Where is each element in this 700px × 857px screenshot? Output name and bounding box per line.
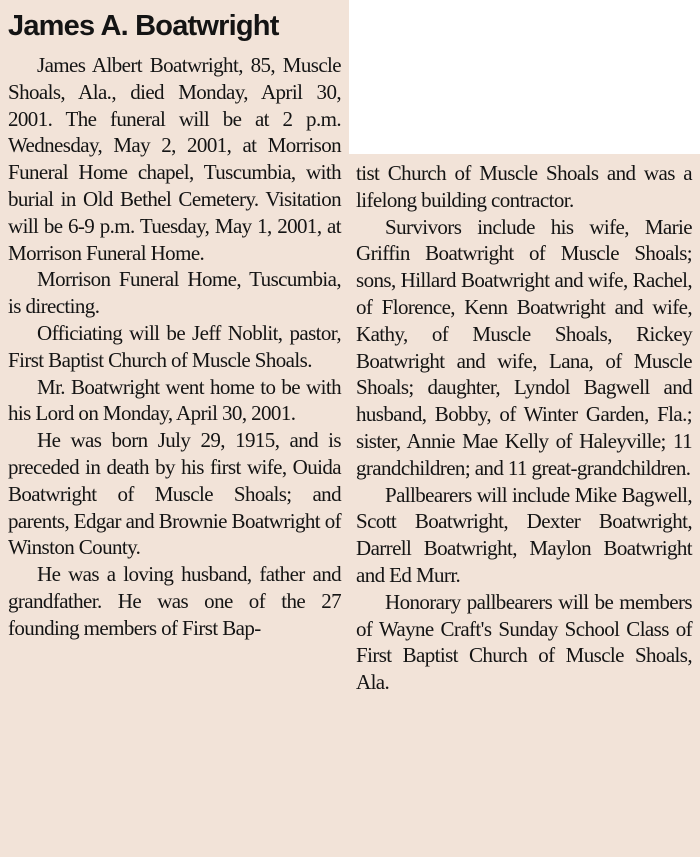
paragraph-funeral-home: Morrison Funeral Home, Tuscumbia, is directing. <box>8 267 341 319</box>
paragraph-loving-husband: He was a loving husband, father and grandfather. He was one of the 27 founding members of First Bap- <box>8 562 341 640</box>
left-column <box>8 52 341 642</box>
paragraph-went-home: Mr. Boatwright went home to be with his Lord on Monday, April 30, 2001. <box>8 374 341 426</box>
paragraph-survivors: Survivors include his wife, Marie Griffin Boatwright of Muscle Shoals; sons, Hillard Boatwright and wife, Rachel, of Florence, Kenn Boatwright and wife, Kathy, of Muscle Shoals, Rickey Boatwright and wife, Lana, of Muscle Shoals; daughter, Lyndol Bagwell and husband, Bobby, of Winter Garden, Fla.; sister, Annie Mae Kelly of Haleyville; 11 grandchildren; and 11 great-grandchildren. <box>356 214 692 480</box>
paragraph-pallbearers: Pallbearers will include Mike Bagwell, Scott Boatwright, Dexter Boatwright, Darrell Boatwright, Maylon Boatwright and Ed Murr. <box>356 482 692 587</box>
paragraph-birth-preceded: He was born July 29, 1915, and is preceded in death by his first wife, Ouida Boatwright of Muscle Shoals; and parents, Edgar and Brownie Boatwright of Winston County. <box>8 428 341 560</box>
right-column <box>356 160 692 696</box>
paragraph-officiating: Officiating will be Jeff Noblit, pastor, First Baptist Church of Muscle Shoals. <box>8 320 341 372</box>
paragraph-continuation: tist Church of Muscle Shoals and was a lifelong building contractor. <box>356 161 692 212</box>
obituary-headline: James A. Boatwright <box>8 10 279 42</box>
paragraph-death-notice: James Albert Boatwright, 85, Muscle Shoals, Ala., died Monday, April 30, 2001. The funeral will be at 2 p.m. Wednesday, May 2, 2001, at Morrison Funeral Home chapel, Tuscumbia, with burial in Old Bethel Cemetery. Visitation will be 6-9 p.m. Tuesday, May 1, 2001, at Morrison Funeral Home. <box>8 53 341 265</box>
paragraph-honorary-pallbearers: Honorary pallbearers will be members of Wayne Craft's Sunday School Class of First Baptist Church of Muscle Shoals, Ala. <box>356 589 692 695</box>
